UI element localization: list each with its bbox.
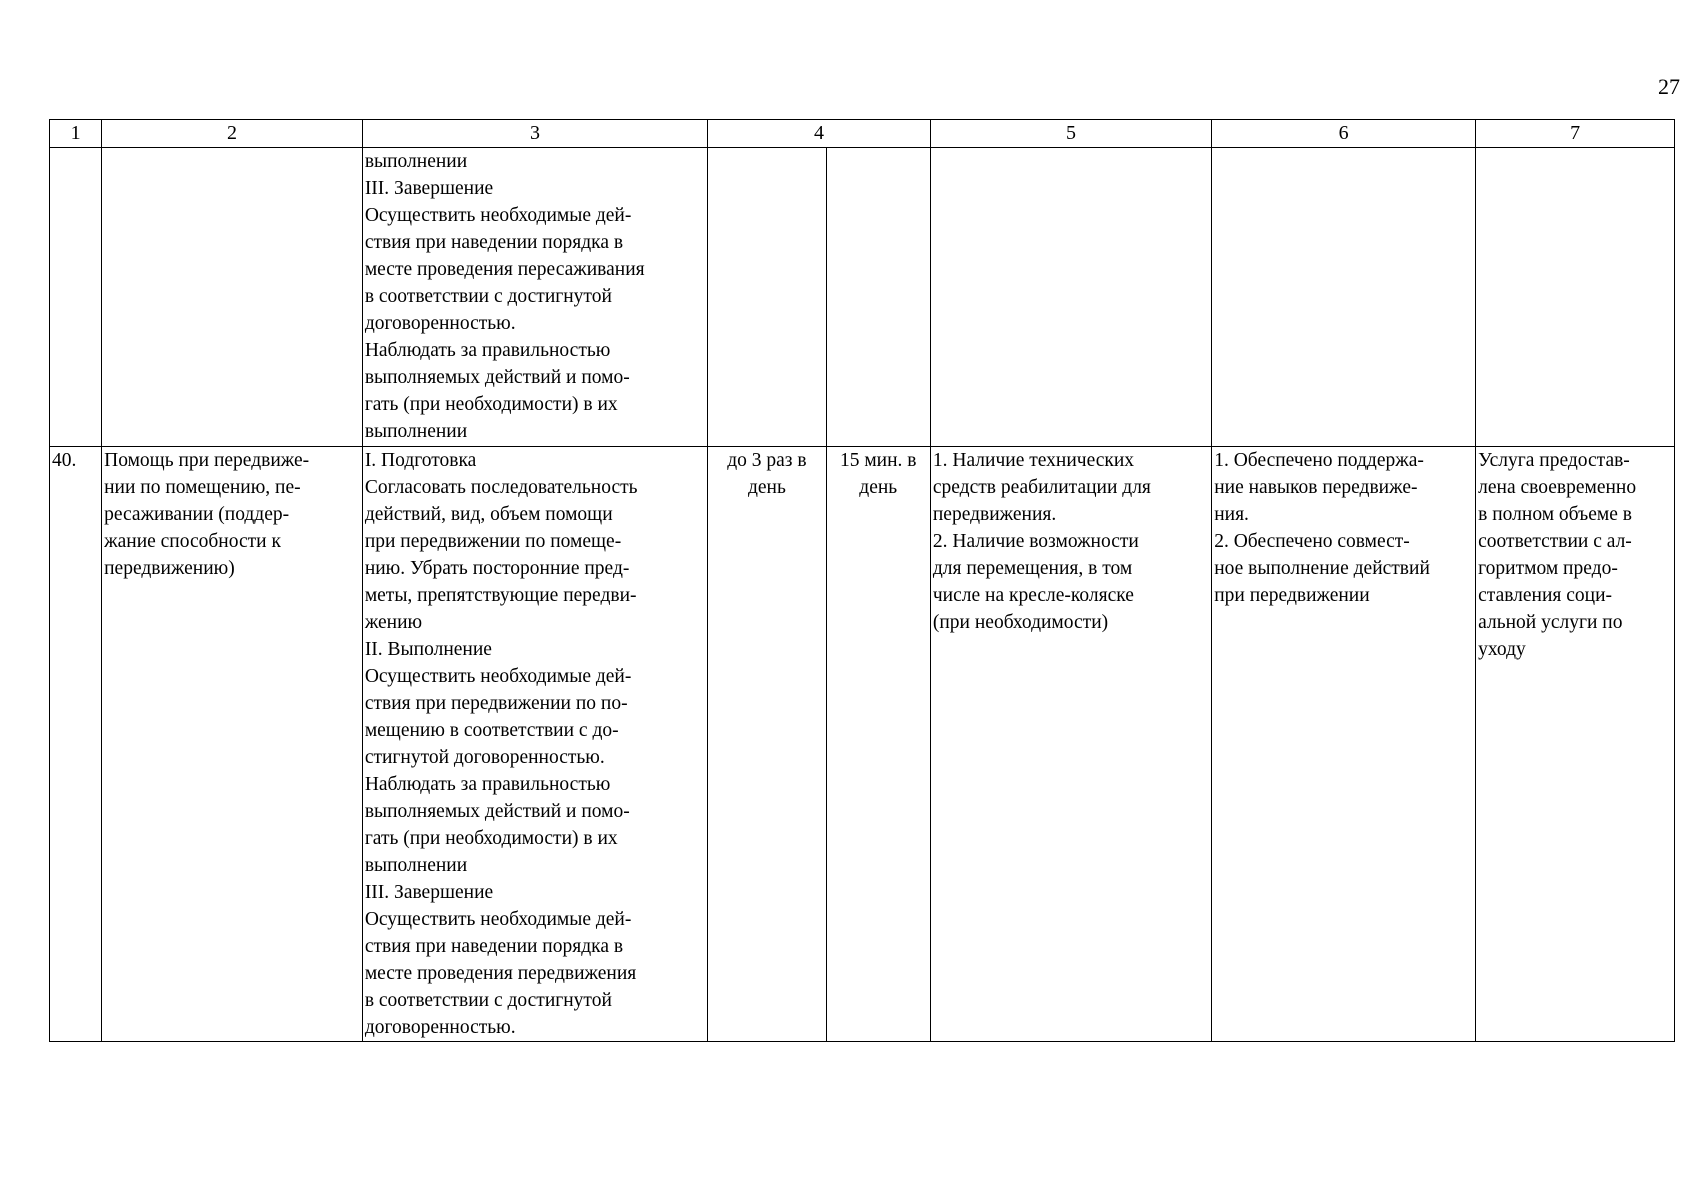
page-number: 27 <box>1658 74 1680 99</box>
column-header-4: 4 <box>708 120 931 148</box>
column-number-row <box>50 120 1675 148</box>
conditions-cell <box>930 148 1211 447</box>
column-header-3: 3 <box>362 120 707 148</box>
column-header-5: 5 <box>930 120 1211 148</box>
column-header-1: 1 <box>50 120 102 148</box>
duration-cell: 15 мин. в день <box>826 447 930 1042</box>
quality-cell: Услуга предостав- лена своевременно в полном объеме в соответствии с ал- горитмом предо- ставления соци- альной услуги по уходу <box>1476 447 1675 1042</box>
frequency-cell: до 3 раз в день <box>708 447 826 1042</box>
procedure-cell: выполнении III. Завершение Осуществить необходимые дей- ствия при наведении порядка в месте проведения пересаживания в соответствии с достигнутой договоренностью. Наблюдать за правильностью выполняемых действий и помо- гать (при необходимости) в их выполнении <box>362 148 707 447</box>
duration-cell <box>826 148 930 447</box>
results-cell: 1. Обеспечено поддержа- ние навыков передвиже- ния. 2. Обеспечено совмест- ное выполнение действий при передвижении <box>1212 447 1476 1042</box>
conditions-cell: 1. Наличие технических средств реабилитации для передвижения. 2. Наличие возможности для перемещения, в том числе на кресле-коляске (при необходимости) <box>930 447 1211 1042</box>
results-cell <box>1212 148 1476 447</box>
column-header-6: 6 <box>1212 120 1476 148</box>
column-header-7: 7 <box>1476 120 1675 148</box>
table-row <box>50 447 1675 1042</box>
quality-cell <box>1476 148 1675 447</box>
frequency-cell <box>708 148 826 447</box>
service-table <box>49 119 1675 1042</box>
table-row <box>50 148 1675 447</box>
row-number-cell <box>50 148 102 447</box>
row-number-cell: 40. <box>50 447 102 1042</box>
column-header-2: 2 <box>102 120 363 148</box>
service-name-cell <box>102 148 363 447</box>
service-name-cell: Помощь при передвиже- нии по помещению, пе- ресаживании (поддер- жание способности к передвижению) <box>102 447 363 1042</box>
procedure-cell: I. Подготовка Согласовать последовательность действий, вид, объем помощи при передвижении по помеще- нию. Убрать посторонние пред- меты, препятствующие передви- жению II. Выполнение Осуществить необходимые дей- ствия при передвижении по по- мещению в соответствии с до- стигнутой договоренностью. Наблюдать за правильностью выполняемых действий и помо- гать (при необходимости) в их выполнении III. Завершение Осуществить необходимые дей- ствия при наведении порядка в месте проведения передвижения в соответствии с достигнутой договоренностью. <box>362 447 707 1042</box>
